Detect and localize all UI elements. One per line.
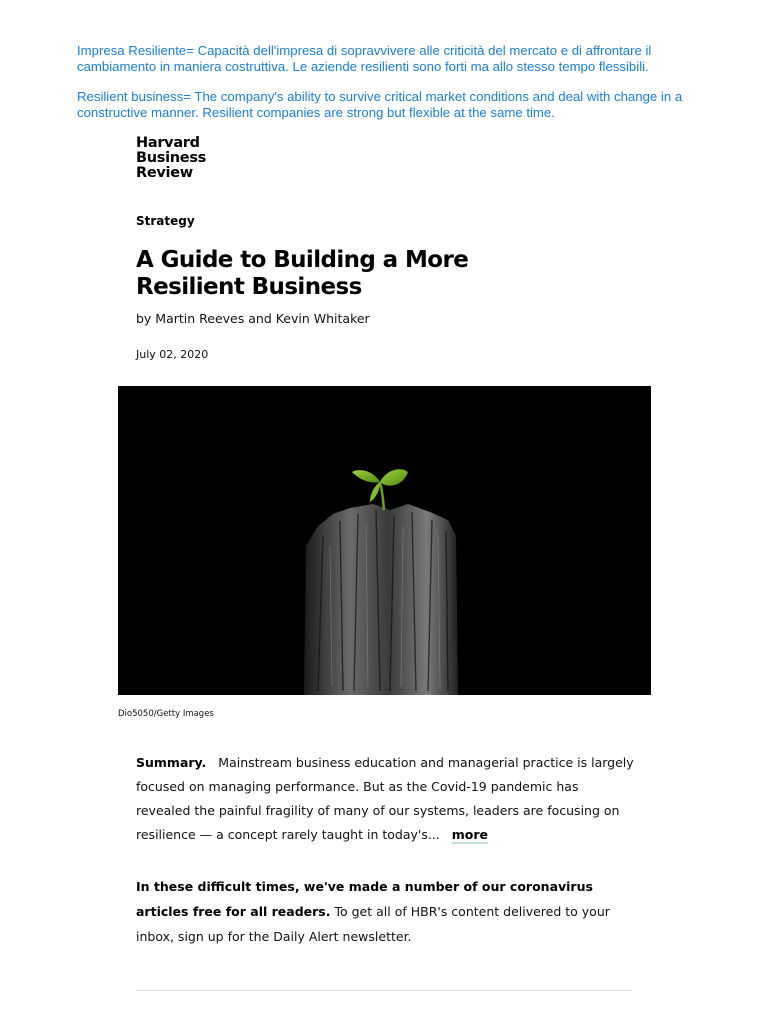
article-summary: [136, 751, 636, 847]
notice-bold-text: In these difficult times, we've made a number of our coronavirus articles free for all readers.: [136, 879, 593, 919]
seedling-on-stump-illustration: [118, 386, 651, 695]
section-label[interactable]: Strategy: [136, 214, 195, 228]
notice-text: To get all of HBR's content delivered to your inbox, sign up for the Daily Alert newsletter.: [136, 904, 610, 944]
logo-line-2: Business: [136, 150, 206, 166]
free-articles-notice: [136, 874, 636, 949]
more-link[interactable]: more: [451, 827, 488, 842]
divider: [136, 990, 632, 991]
logo-line-3: Review: [136, 165, 193, 181]
summary-label: Summary.: [136, 755, 207, 770]
italian-definition-note: Impresa Resiliente= Capacità dell'impresa di sopravvivere alle criticità del mercato e di affrontare il cambiamento in maniera costruttiva. Le aziende resilienti sono forti ma allo stesso tempo flessibili.: [77, 43, 652, 74]
logo-line-1: Harvard: [136, 135, 200, 151]
article-byline: by Martin Reeves and Kevin Whitaker: [136, 311, 370, 326]
summary-text: Mainstream business education and managerial practice is largely focused on managing performance. But as the Covid-19 pandemic has revealed the painful fragility of many of our systems, leaders are focusing on resilience — a concept rarely taught in today's...: [136, 755, 634, 842]
article-date: July 02, 2020: [136, 348, 209, 361]
hero-image: [118, 386, 651, 695]
english-definition-note: Resilient business= The company's ability to survive critical market conditions and deal with change in a constructive manner. Resilient companies are strong but flexible at the same time.: [77, 89, 683, 120]
article-title: A Guide to Building a More Resilient Business: [136, 247, 469, 300]
image-credit: Dio5050/Getty Images: [118, 709, 214, 719]
hbr-logo[interactable]: [136, 136, 206, 181]
